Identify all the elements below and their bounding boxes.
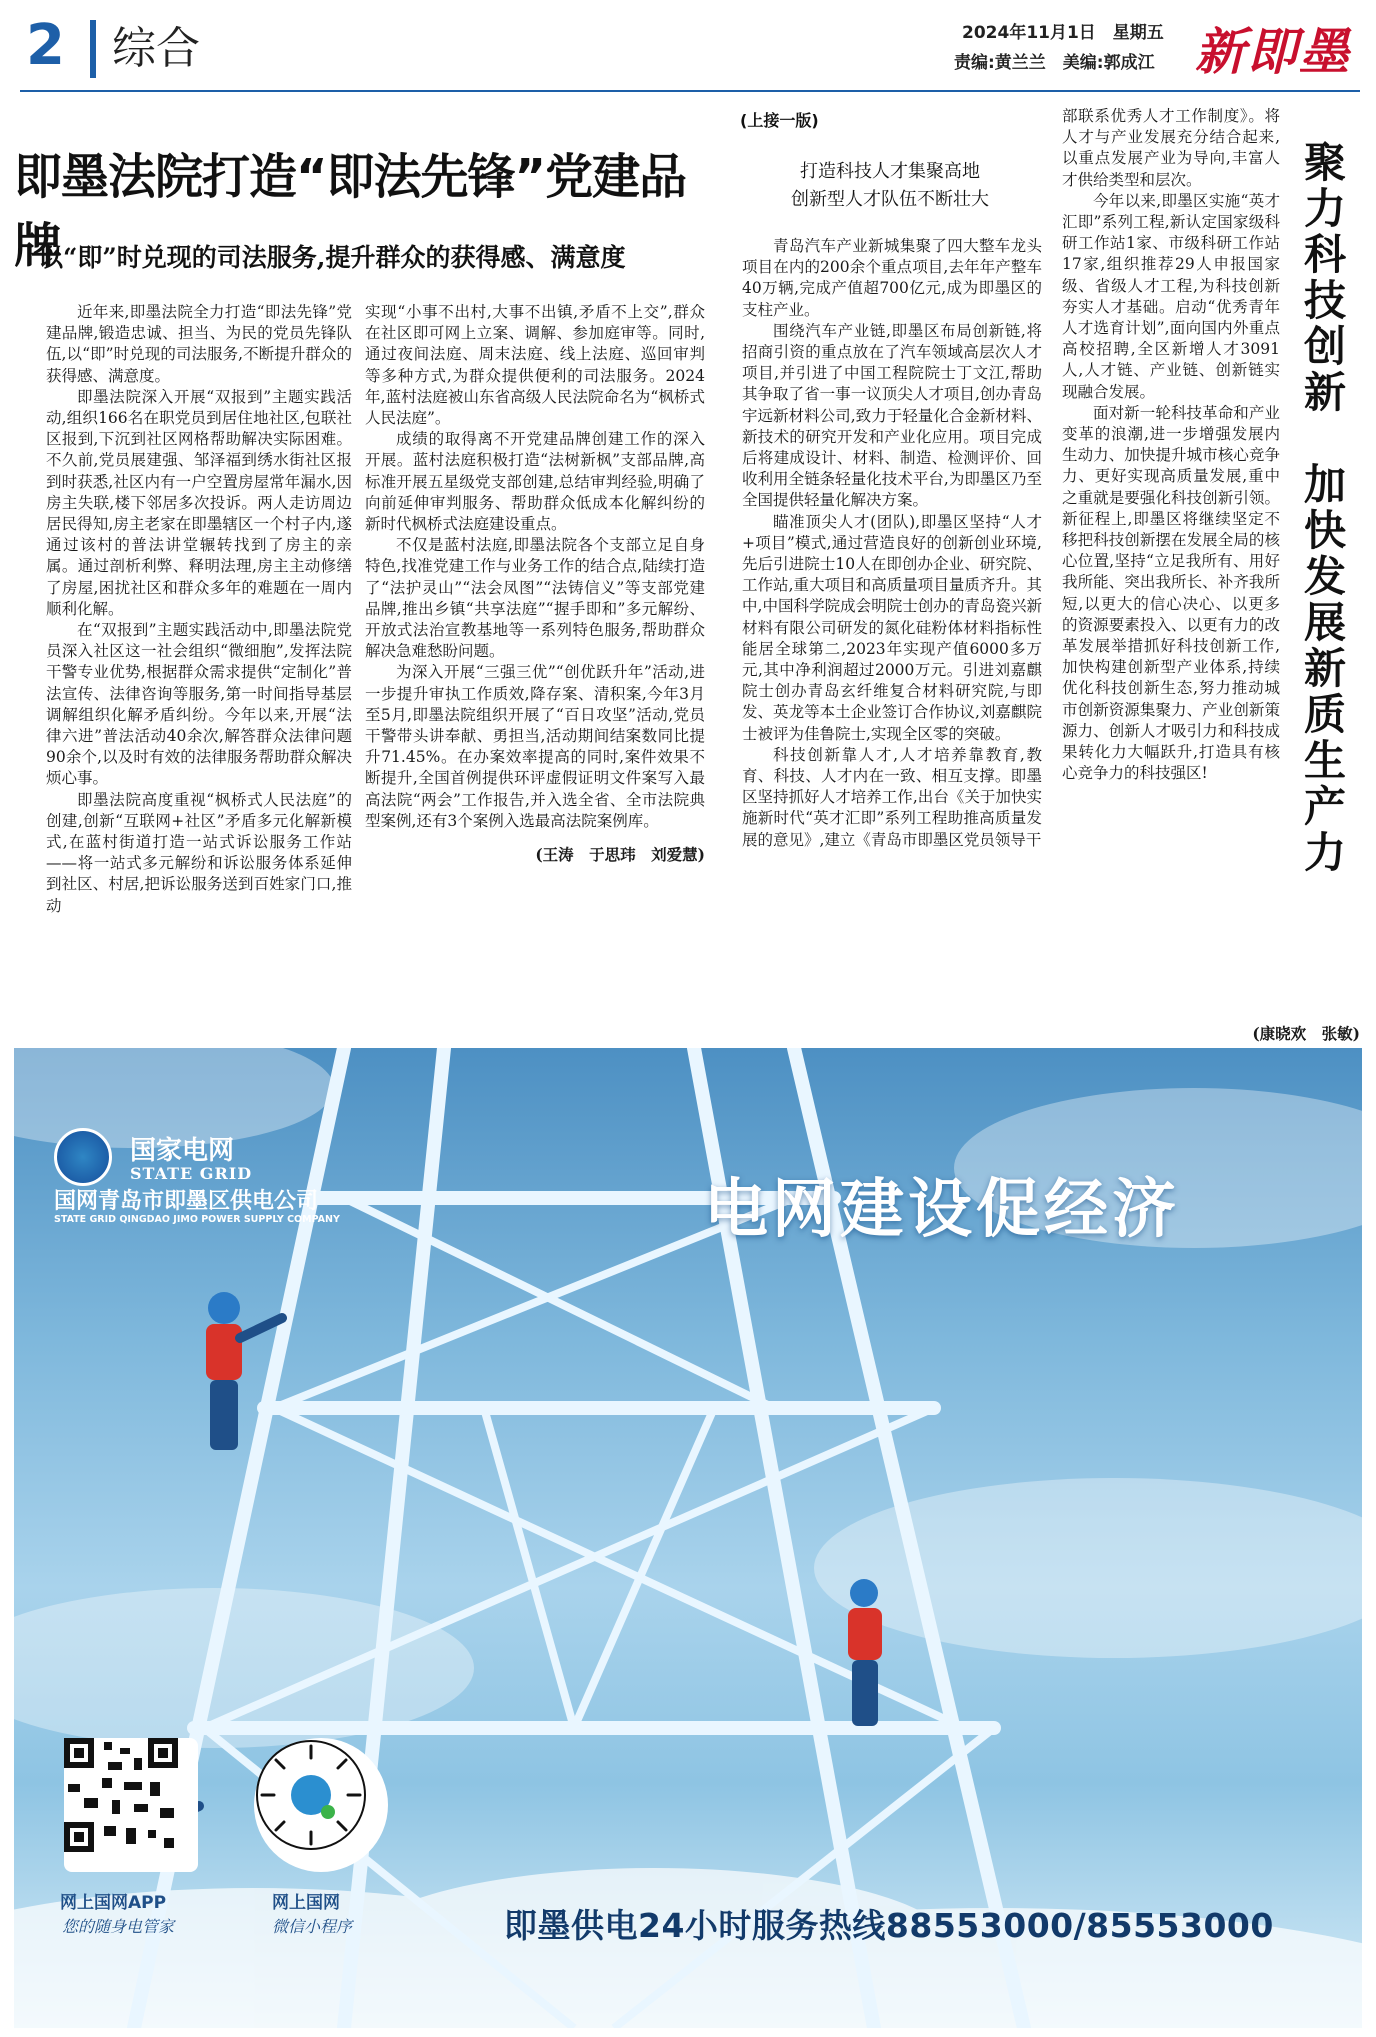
state-grid-logo-icon	[54, 1128, 112, 1186]
article-subtitle: 以“即”时兑现的司法服务,提升群众的获得感、满意度	[38, 243, 626, 272]
header-divider	[90, 20, 96, 78]
foreground-clouds	[14, 1868, 1362, 2028]
paragraph: 即墨法院高度重视“枫桥式人民法庭”的创建,创新“互联网+社区”矛盾多元化解新模式,在蓝村街道打造一站式诉讼服务工作站——将一站式多元解纷和诉讼服务体系延伸到社区、村居,把诉讼服务送到百姓家门口,推动	[46, 790, 352, 915]
app-qr-caption: 网上国网APP	[60, 1893, 167, 1913]
miniprogram-subcaption: 微信小程序	[272, 1917, 353, 1936]
article1-column-2	[365, 302, 705, 865]
article-title: 即墨法院打造“即法先锋”党建品牌	[14, 149, 687, 274]
vertical-headline: 聚力科技创新 加快发展新质生产力	[1298, 140, 1347, 876]
article2-column-1	[742, 236, 1042, 851]
paragraph: 在“双报到”主题实践活动中,即墨法院党员深入社区这一社会组织“微细胞”,发挥法院干警专业优势,根据群众需求提供“定制化”普法宣传、法律咨询等服务,第一时间指导基层调解组织化解矛盾纠纷。今年以来,开展“法律六进”普法活动40余次,解答群众法律问题90余个,以及时有效的法律服务帮助群众解决烦心事。	[46, 621, 352, 788]
paragraph: 瞄准顶尖人才(团队),即墨区坚持“人才+项目”模式,通过营造良好的创新创业环境,先后引进院士10人在即创办企业、研究院、工作站,重大项目和高质量项目量质齐升。其中,中国科学院成会明院士创办的青岛瓷兴新材料有限公司研发的氮化硅粉体材料指标性能居全球第二,2023年实现产值6000多万元,其中净利润超过2000万元。引进刘嘉麒院士创办青岛玄纤维复合材料研究院,与即发、英龙等本土企业签订合作协议,刘嘉麒院士被评为佳鲁院士,实现全区零的突破。	[742, 512, 1042, 743]
paragraph: 即墨法院深入开展“双报到”主题实践活动,组织166名在职党员到居住地社区,包联社区报到,下沉到社区网格帮助解决实际困难。不久前,党员展建强、邹泽福到绣水街社区报到时获悉,社区内有一户空置房屋常年漏水,因房主失联,楼下邻居多次投诉。两人走访周边居民得知,房主老家在即墨辖区一个村子内,遂通过该村的普法讲堂辗转找到了房主的亲属。通过剖析利弊、释明法理,房主主动修缮了房屋,困扰社区和群众多年的难题在一周内顺利化解。	[46, 387, 352, 618]
header-rule	[20, 90, 1360, 92]
brand-name-en: STATE GRID	[130, 1164, 253, 1183]
issue-date: 2024年11月1日 星期五	[962, 23, 1164, 43]
page-number: 2	[26, 13, 65, 78]
heading-line-2: 创新型人才队伍不断壮大	[791, 189, 989, 210]
article1-byline: (王涛 于思玮 刘爱慧)	[535, 845, 705, 865]
continued-label: (上接一版)	[740, 111, 819, 130]
article2-heading	[740, 158, 1040, 214]
editors: 责编:黄兰兰 美编:郭成江	[954, 53, 1155, 73]
app-qr-subcaption: 您的随身电管家	[62, 1917, 175, 1936]
paragraph: 围绕汽车产业链,即墨区布局创新链,将招商引资的重点放在了汽车领域高层次人才项目,并引进了中国工程院院士丁文江,帮助其争取了省一事一议顶尖人才项目,创办青岛宇远新材料公司,致力于轻量化合金新材料、新技术的研究开发和产业化应用。项目完成后将建成设计、材料、制造、检测评价、回收利用全链条轻量化技术平台,为即墨区乃至全国提供轻量化解决方案。	[742, 321, 1042, 510]
article2-column-2	[1062, 106, 1280, 785]
masthead	[20, 8, 1360, 88]
company-name-cn: 国网青岛市即墨区供电公司	[54, 1189, 319, 1214]
paragraph: 部联系优秀人才工作制度》。将人才与产业发展充分结合起来,以重点发展产业为导向,丰富人才供给类型和层次。	[1062, 107, 1280, 189]
qr-pattern-icon	[64, 1738, 178, 1852]
paragraph: 今年以来,即墨区实施“英才汇即”系列工程,新认定国家级科研工作站1家、市级科研工作站17家,组织推荐29人申报国家级、省级人才工程,为科技创新夯实人才基础。启动“优秀青年人才选育计划”,面向国内外重点高校招聘,全区新增人才3091人,人才链、产业链、创新链实现融合发展。	[1062, 191, 1280, 401]
paragraph: 科技创新靠人才,人才培养靠教育,教育、科技、人才内在一致、相互支撑。即墨区坚持抓好人才培养工作,出台《关于加快实施新时代“英才汇即”系列工程助推高质量发展的意见》,建立《青岛市即墨区党员领导干	[742, 745, 1042, 849]
miniprogram-code-icon	[254, 1738, 368, 1852]
brand-name-cn: 国家电网	[130, 1136, 235, 1166]
paragraph: 实现“小事不出村,大事不出镇,矛盾不上交”,群众在社区即可网上立案、调解、参加庭审等。同时,通过夜间法庭、周末法庭、线上法庭、巡回审判等多种方式,为群众提供便利的司法服务。2024年,蓝村法庭被山东省高级人民法院命名为“枫桥式人民法庭”。	[365, 303, 705, 428]
paper-logo: 新即墨	[1195, 22, 1351, 81]
paragraph: 近年来,即墨法院全力打造“即法先锋”党建品牌,锻造忠诚、担当、为民的党员先锋队伍,以“即”时兑现的司法服务,不断提升群众的获得感、满意度。	[46, 303, 352, 385]
paragraph: 青岛汽车产业新城集聚了四大整车龙头项目在内的200余个重点项目,去年年产整车40万辆,完成产值超700亿元,成为即墨区的支柱产业。	[742, 237, 1042, 319]
company-name-en: STATE GRID QINGDAO JIMO POWER SUPPLY COMPANY	[54, 1214, 340, 1225]
paragraph: 不仅是蓝村法庭,即墨法院各个支部立足自身特色,找准党建工作与业务工作的结合点,陆续打造了“法护灵山”“法会凤图”“法铸信义”等支部党建品牌,推出乡镇“共享法庭”“握手即和”多元解纷、开放式法治宣教基地等一系列特色服务,帮助群众解决急难愁盼问题。	[365, 536, 705, 661]
app-qr-code[interactable]	[64, 1738, 198, 1872]
article2-byline: (康晓欢 张敏)	[1252, 1024, 1360, 1043]
article2-byline-box	[1200, 1023, 1360, 1044]
ad-slogan: 电网建设促经济	[704, 1173, 1180, 1247]
paragraph: 成绩的取得离不开党建品牌创建工作的深入开展。蓝村法庭积极打造“法树新枫”支部品牌,高标准开展五星级党支部创建,总结审判经验,明确了向前延伸审判服务、帮助群众低成本化解纠纷的新时代枫桥式法庭建设重点。	[365, 430, 705, 534]
article1-column-1	[46, 302, 352, 917]
miniprogram-caption: 网上国网	[272, 1893, 340, 1913]
section-name: 综合	[112, 23, 200, 74]
paragraph: 面对新一轮科技革命和产业变革的浪潮,进一步增强发展内生动力、加快提升城市核心竞争力、更好实现高质量发展,重中之重就是要强化科技创新引领。新征程上,即墨区将继续坚定不移把科技创新摆在发展全局的核心位置,坚持“立足我所有、用好我所能、突出我所长、补齐我所短,以更大的信心决心、以更多的资源要素投入、以更有力的改革发展举措抓好科技创新工作,加快构建创新型产业体系,持续优化科技创新生态,努力推动城市创新资源集聚力、产业创新策源力、创新人才吸引力和科技成果转化力大幅跃升,打造具有核心竞争力的科技强区!	[1062, 403, 1280, 783]
advertisement	[14, 1048, 1362, 2028]
paragraph: 为深入开展“三强三优”“创优跃升年”活动,进一步提升审执工作质效,降存案、清积案,今年3月至5月,即墨法院组织开展了“百日攻坚”活动,党员干警带头讲奉献、勇担当,活动期间结案数同比提升71.45%。在办案效率提高的同时,案件效果不断提升,全国首例提供环评虚假证明文件案写入最高法院“两会”工作报告,并入选全省、全市法院典型案例,还有3个案例入选最高法院案例库。	[365, 663, 705, 830]
service-hotline: 即墨供电24小时服务热线88553000/85553000	[504, 1906, 1274, 1945]
miniprogram-code[interactable]	[254, 1738, 388, 1872]
heading-line-1: 打造科技人才集聚高地	[800, 161, 980, 182]
